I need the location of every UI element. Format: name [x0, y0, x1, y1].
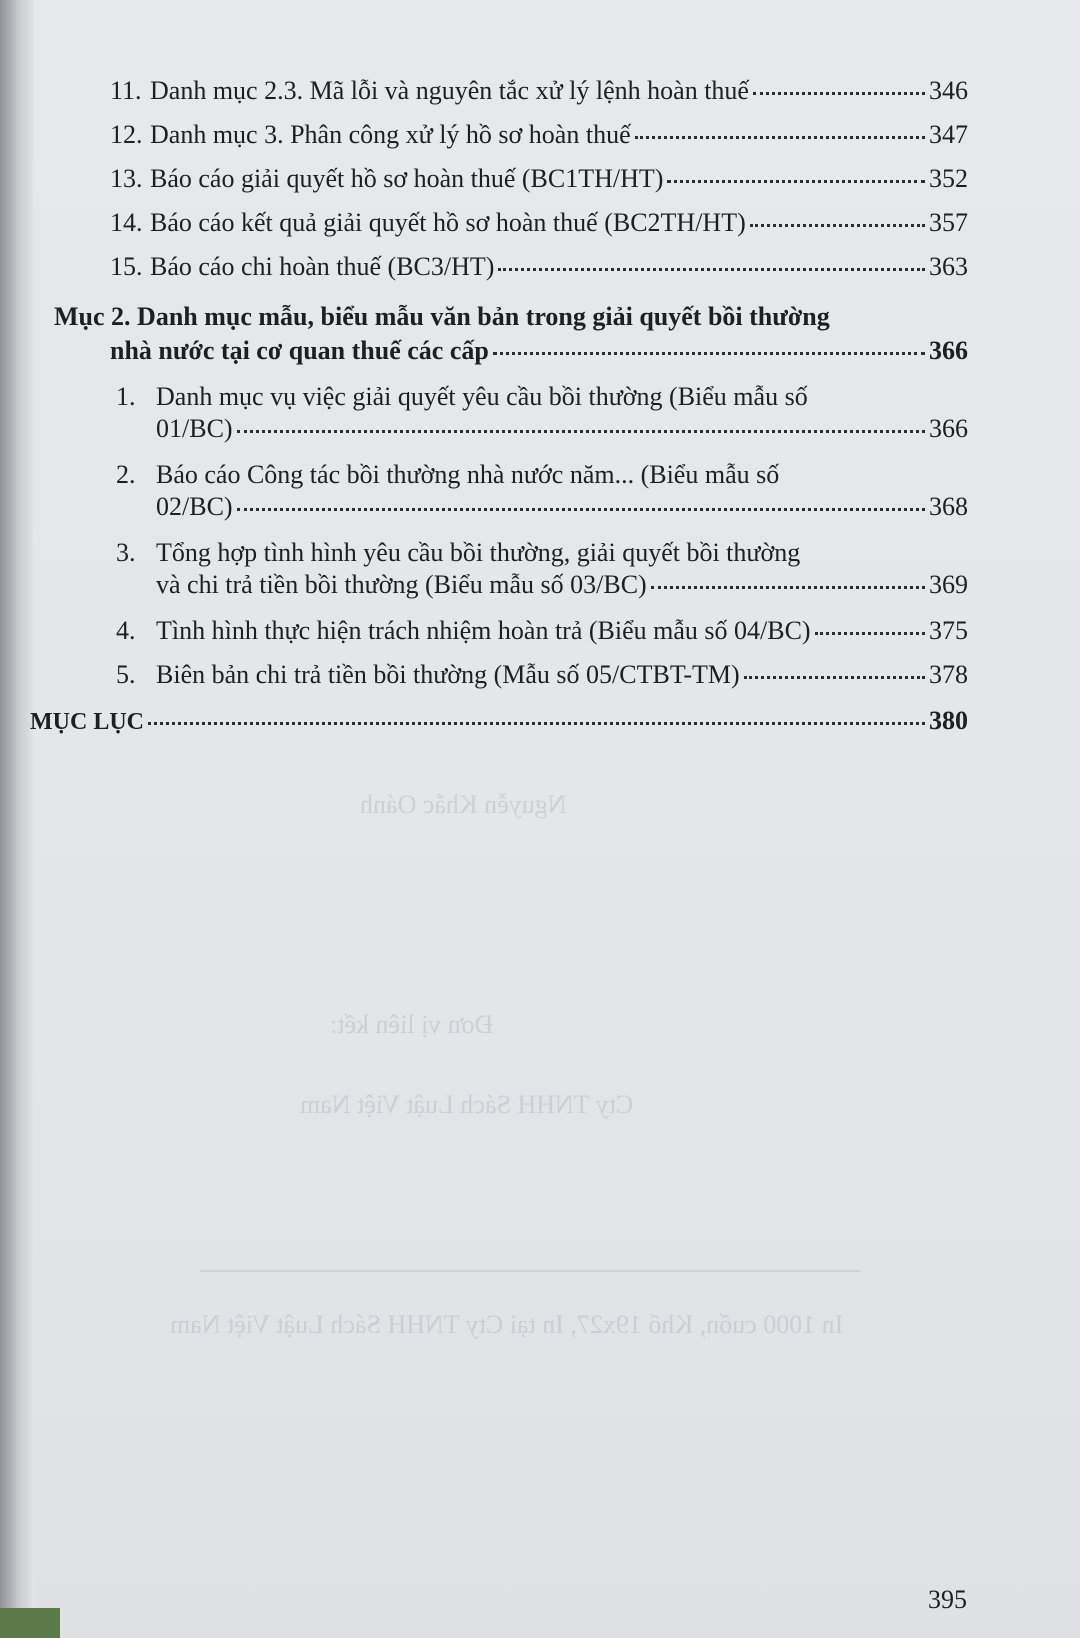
toc-entry-number: 5. [116, 660, 136, 689]
book-spine-shadow [0, 0, 34, 1638]
toc-entry-title-line2: 02/BC) [156, 492, 233, 521]
section-page: 366 [929, 336, 968, 365]
toc-entry-title-line2: 01/BC) [156, 414, 233, 443]
toc-entry-title: Tổng hợp tình hình yêu cầu bồi thường, giải quyết bồi thường [156, 538, 801, 567]
section-heading[interactable] [54, 302, 830, 332]
show-through-text: Nguyễn Khắc Oánh [360, 790, 567, 819]
toc-entry-title: Báo cáo Công tác bồi thường nhà nước năm... (Biểu mẫu số [156, 460, 780, 489]
toc-entry-page: 366 [929, 414, 968, 443]
toc-entry[interactable] [110, 208, 968, 238]
toc-entry[interactable] [110, 252, 968, 282]
toc-entry-page: 375 [929, 616, 968, 645]
table-surface-corner [0, 1608, 60, 1638]
toc-entry-page: 363 [929, 252, 968, 281]
toc-entry-title: Danh mục vụ việc giải quyết yêu cầu bồi thường (Biểu mẫu số [156, 382, 808, 411]
show-through-text: Đơn vị liên kết: [330, 1010, 494, 1039]
leader-dots [750, 224, 925, 227]
leader-dots [237, 508, 925, 511]
toc-entry-number: 11. [110, 76, 142, 105]
section-title-line2: nhà nước tại cơ quan thuế các cấp [110, 336, 489, 365]
show-through-text: In 1000 cuốn, Khổ 19x27, In tại Cty TNHH Sách Luật Việt Nam [170, 1310, 844, 1339]
toc-entry-title-line1[interactable] [156, 538, 800, 568]
toc-entry-number: 15. [110, 252, 143, 281]
leader-dots [651, 586, 925, 589]
toc-entry-title: Danh mục 2.3. Mã lỗi và nguyên tắc xử lý lệnh hoàn thuế [150, 76, 749, 105]
toc-entry[interactable] [110, 120, 968, 150]
toc-entry-title-line1[interactable] [156, 382, 904, 412]
toc-entry-title-line1[interactable] [156, 460, 779, 490]
toc-entry[interactable] [116, 616, 968, 646]
toc-entry[interactable] [110, 76, 968, 106]
leader-dots [667, 180, 925, 183]
leader-dots [148, 722, 925, 725]
leader-dots [237, 430, 925, 433]
muc-luc-label: MỤC LỤC [30, 709, 144, 735]
toc-entry-page: 352 [929, 164, 968, 193]
section-heading-line2[interactable] [110, 336, 968, 366]
toc-entry[interactable] [156, 492, 968, 522]
toc-entry-title: Báo cáo giải quyết hồ sơ hoàn thuế (BC1TH/HT) [150, 164, 664, 193]
leader-dots [753, 92, 925, 95]
toc-entry-page: 357 [929, 208, 968, 237]
toc-entry-page: 347 [929, 120, 968, 149]
leader-dots [744, 676, 925, 679]
toc-entry-number: 2. [116, 460, 136, 489]
toc-entry-number: 4. [116, 616, 136, 645]
leader-dots [493, 352, 925, 355]
toc-entry-title-line2: và chi trả tiền bồi thường (Biểu mẫu số 03/BC) [156, 570, 647, 599]
toc-entry-page: 369 [929, 570, 968, 599]
toc-entry-muc-luc[interactable] [30, 706, 968, 737]
show-through-rule [200, 1270, 860, 1272]
toc-entry-title: Báo cáo chi hoàn thuế (BC3/HT) [150, 252, 495, 281]
section-prefix: Mục 2. [54, 302, 131, 331]
page-number: 395 [928, 1585, 967, 1614]
toc-entry-page: 346 [929, 76, 968, 105]
toc-entry-page: 378 [929, 660, 968, 689]
toc-entry[interactable] [156, 414, 968, 444]
leader-dots [815, 632, 925, 635]
leader-dots [498, 268, 925, 271]
leader-dots [635, 136, 925, 139]
toc-entry-number: 3. [116, 538, 136, 567]
toc-entry-title: Báo cáo kết quả giải quyết hồ sơ hoàn thuế (BC2TH/HT) [150, 208, 746, 237]
toc-entry-number: 14. [110, 208, 143, 237]
muc-luc-page: 380 [929, 706, 968, 735]
toc-entry-number: 13. [110, 164, 143, 193]
toc-entry[interactable] [116, 660, 968, 690]
toc-entry-title: Biên bản chi trả tiền bồi thường (Mẫu số 05/CTBT-TM) [156, 660, 740, 689]
toc-entry-title: Danh mục 3. Phân công xử lý hồ sơ hoàn thuế [150, 120, 631, 149]
toc-entry-number: 1. [116, 382, 136, 411]
toc-entry[interactable] [110, 164, 968, 194]
show-through-text: Cty TNHH Sách Luật Việt Nam [300, 1090, 634, 1119]
section-title-line1: Danh mục mẫu, biểu mẫu văn bản trong giải quyết bồi thường [137, 302, 830, 331]
toc-entry-title: Tình hình thực hiện trách nhiệm hoàn trả (Biểu mẫu số 04/BC) [156, 616, 811, 645]
toc-entry-number: 12. [110, 120, 143, 149]
toc-entry-page: 368 [929, 492, 968, 521]
toc-entry[interactable] [156, 570, 968, 600]
